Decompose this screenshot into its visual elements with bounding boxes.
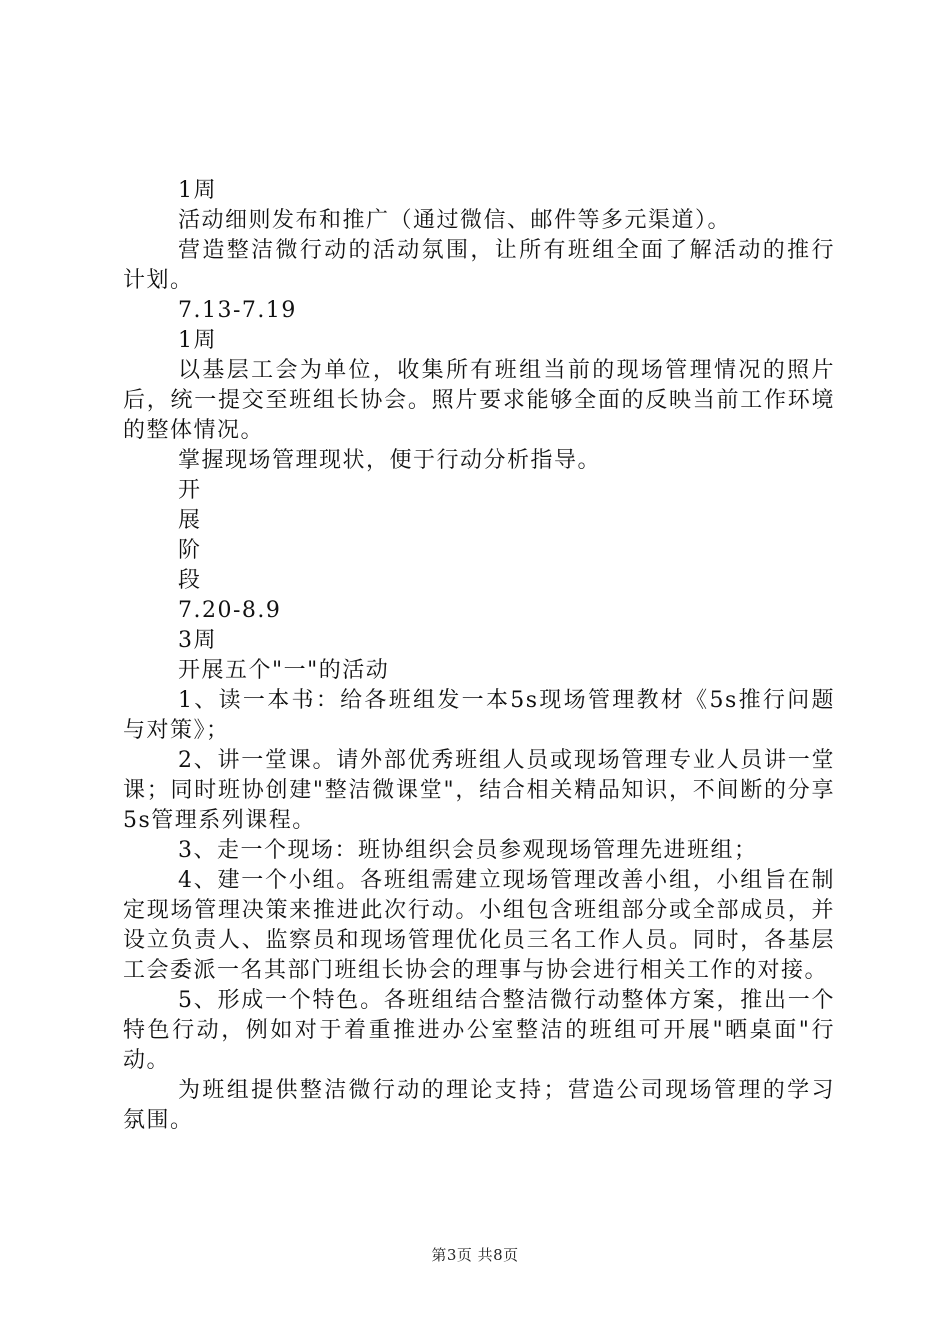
paragraph: 以基层工会为单位，收集所有班组当前的现场管理情况的照片后，统一提交至班组长协会。照片要求能够全面的反映当前工作环境的整体情况。 (123, 358, 835, 443)
document-body (123, 176, 835, 1136)
paragraph: 段 (178, 568, 202, 593)
paragraph: 掌握现场管理现状，便于行动分析指导。 (178, 448, 602, 473)
paragraph: 开展五个"一"的活动 (178, 658, 390, 683)
paragraph: 2、讲一堂课。请外部优秀班组人员或现场管理专业人员讲一堂课；同时班协创建"整洁微课堂"，结合相关精品知识，不间断的分享5s管理系列课程。 (123, 748, 835, 833)
paragraph: 阶 (178, 538, 202, 563)
paragraph: 为班组提供整洁微行动的理论支持；营造公司现场管理的学习氛围。 (123, 1078, 835, 1133)
paragraph: 营造整洁微行动的活动氛围，让所有班组全面了解活动的推行计划。 (123, 238, 835, 293)
paragraph: 7.13-7.19 (178, 298, 297, 323)
paragraph: 活动细则发布和推广（通过微信、邮件等多元渠道）。 (178, 208, 732, 233)
paragraph: 5、形成一个特色。各班组结合整洁微行动整体方案，推出一个特色行动，例如对于着重推进办公室整洁的班组可开展"晒桌面"行动。 (123, 988, 835, 1073)
paragraph: 7.20-8.9 (178, 598, 282, 623)
paragraph: 开 (178, 478, 202, 503)
paragraph: 1、读一本书：给各班组发一本5s现场管理教材《5s推行问题与对策》； (123, 688, 835, 743)
paragraph: 1周 (178, 178, 217, 203)
paragraph: 展 (178, 508, 202, 533)
page-number-footer: 第3页 共8页 (431, 1246, 519, 1264)
paragraph: 3、走一个现场：班协组织会员参观现场管理先进班组； (178, 838, 758, 863)
paragraph: 1周 (178, 328, 217, 353)
paragraph: 4、建一个小组。各班组需建立现场管理改善小组，小组旨在制定现场管理决策来推进此次行动。小组包含班组部分或全部成员，并设立负责人、监察员和现场管理优化员三名工作人员。同时，各基层工会委派一名其部门班组长协会的理事与协会进行相关工作的对接。 (123, 868, 835, 983)
paragraph: 3周 (178, 628, 217, 653)
